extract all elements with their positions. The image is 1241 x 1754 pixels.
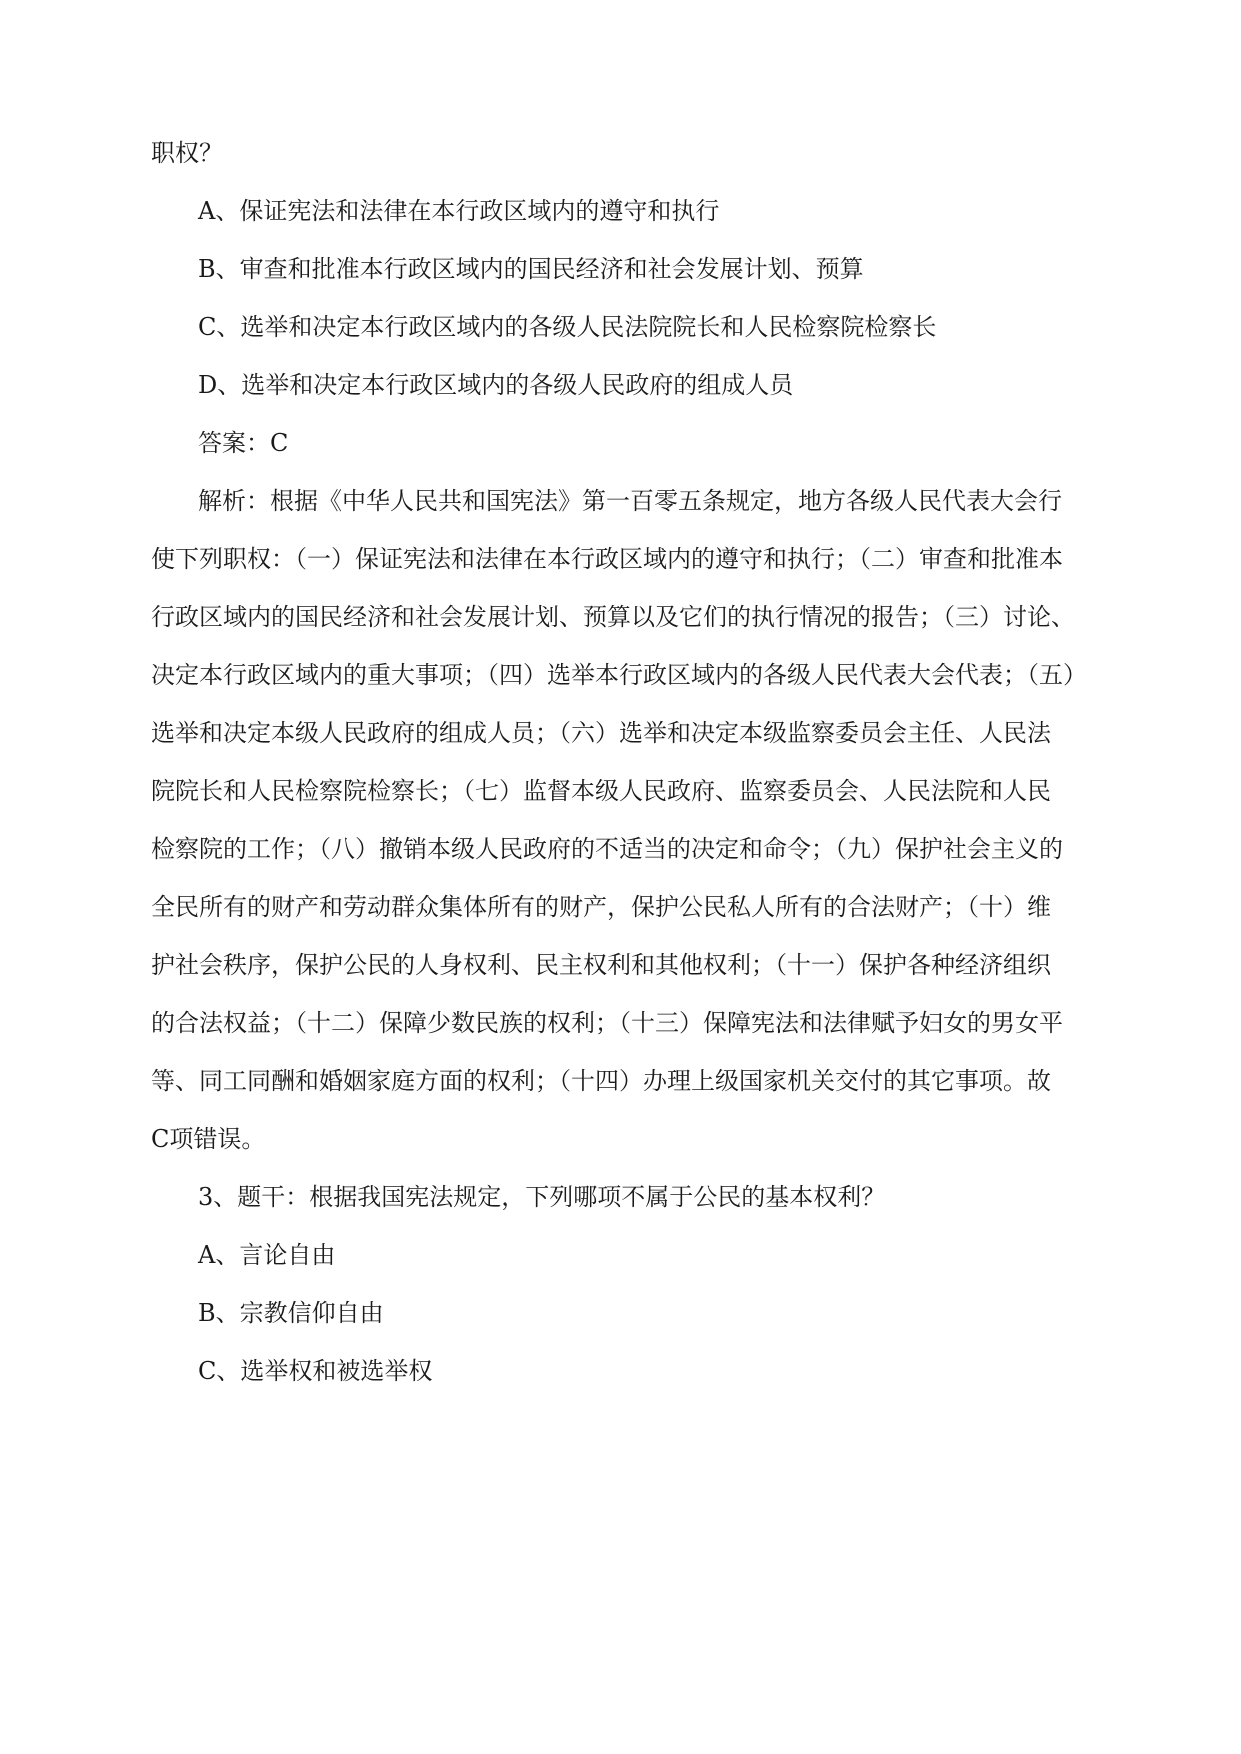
question-3-stem: 3、题干：根据我国宪法规定，下列哪项不属于公民的基本权利？	[198, 1183, 886, 1211]
question-continuation: 职权？	[151, 139, 223, 167]
analysis-line-3: 行政区域内的国民经济和社会发展计划、预算以及它们的执行情况的报告；（三）讨论、	[151, 603, 1075, 631]
question-3-option-b: B、宗教信仰自由	[198, 1299, 384, 1327]
analysis-line-7: 检察院的工作；（八）撤销本级人民政府的不适当的决定和命令；（九）保护社会主义的	[151, 835, 1063, 863]
analysis-line-2: 使下列职权：（一）保证宪法和法律在本行政区域内的遵守和执行；（二）审查和批准本	[151, 545, 1063, 573]
option-a: A、保证宪法和法律在本行政区域内的遵守和执行	[198, 197, 720, 225]
analysis-line-1: 解析：根据《中华人民共和国宪法》第一百零五条规定，地方各级人民代表大会行	[198, 487, 1062, 515]
analysis-line-6: 院院长和人民检察院检察长；（七）监督本级人民政府、监察委员会、人民法院和人民	[151, 777, 1051, 805]
analysis-line-10: 的合法权益；（十二）保障少数民族的权利；（十三）保障宪法和法律赋予妇女的男女平	[151, 1009, 1063, 1037]
analysis-line-8: 全民所有的财产和劳动群众集体所有的财产，保护公民私人所有的合法财产；（十）维	[151, 893, 1051, 921]
analysis-line-4: 决定本行政区域内的重大事项；（四）选举本行政区域内的各级人民代表大会代表；（五）	[151, 661, 1087, 689]
analysis-line-11: 等、同工同酬和婚姻家庭方面的权利；（十四）办理上级国家机关交付的其它事项。故	[151, 1067, 1051, 1095]
analysis-line-12: C项错误。	[151, 1125, 266, 1153]
answer: 答案：C	[198, 429, 289, 457]
analysis-line-5: 选举和决定本级人民政府的组成人员；（六）选举和决定本级监察委员会主任、人民法	[151, 719, 1051, 747]
question-3-option-c: C、选举权和被选举权	[198, 1357, 433, 1385]
option-b: B、审查和批准本行政区域内的国民经济和社会发展计划、预算	[198, 255, 864, 283]
option-c: C、选举和决定本行政区域内的各级人民法院院长和人民检察院检察长	[198, 313, 937, 341]
option-d: D、选举和决定本行政区域内的各级人民政府的组成人员	[198, 371, 794, 399]
question-3-option-a: A、言论自由	[198, 1241, 336, 1269]
analysis-line-9: 护社会秩序，保护公民的人身权利、民主权利和其他权利；（十一）保护各种经济组织	[151, 951, 1051, 979]
